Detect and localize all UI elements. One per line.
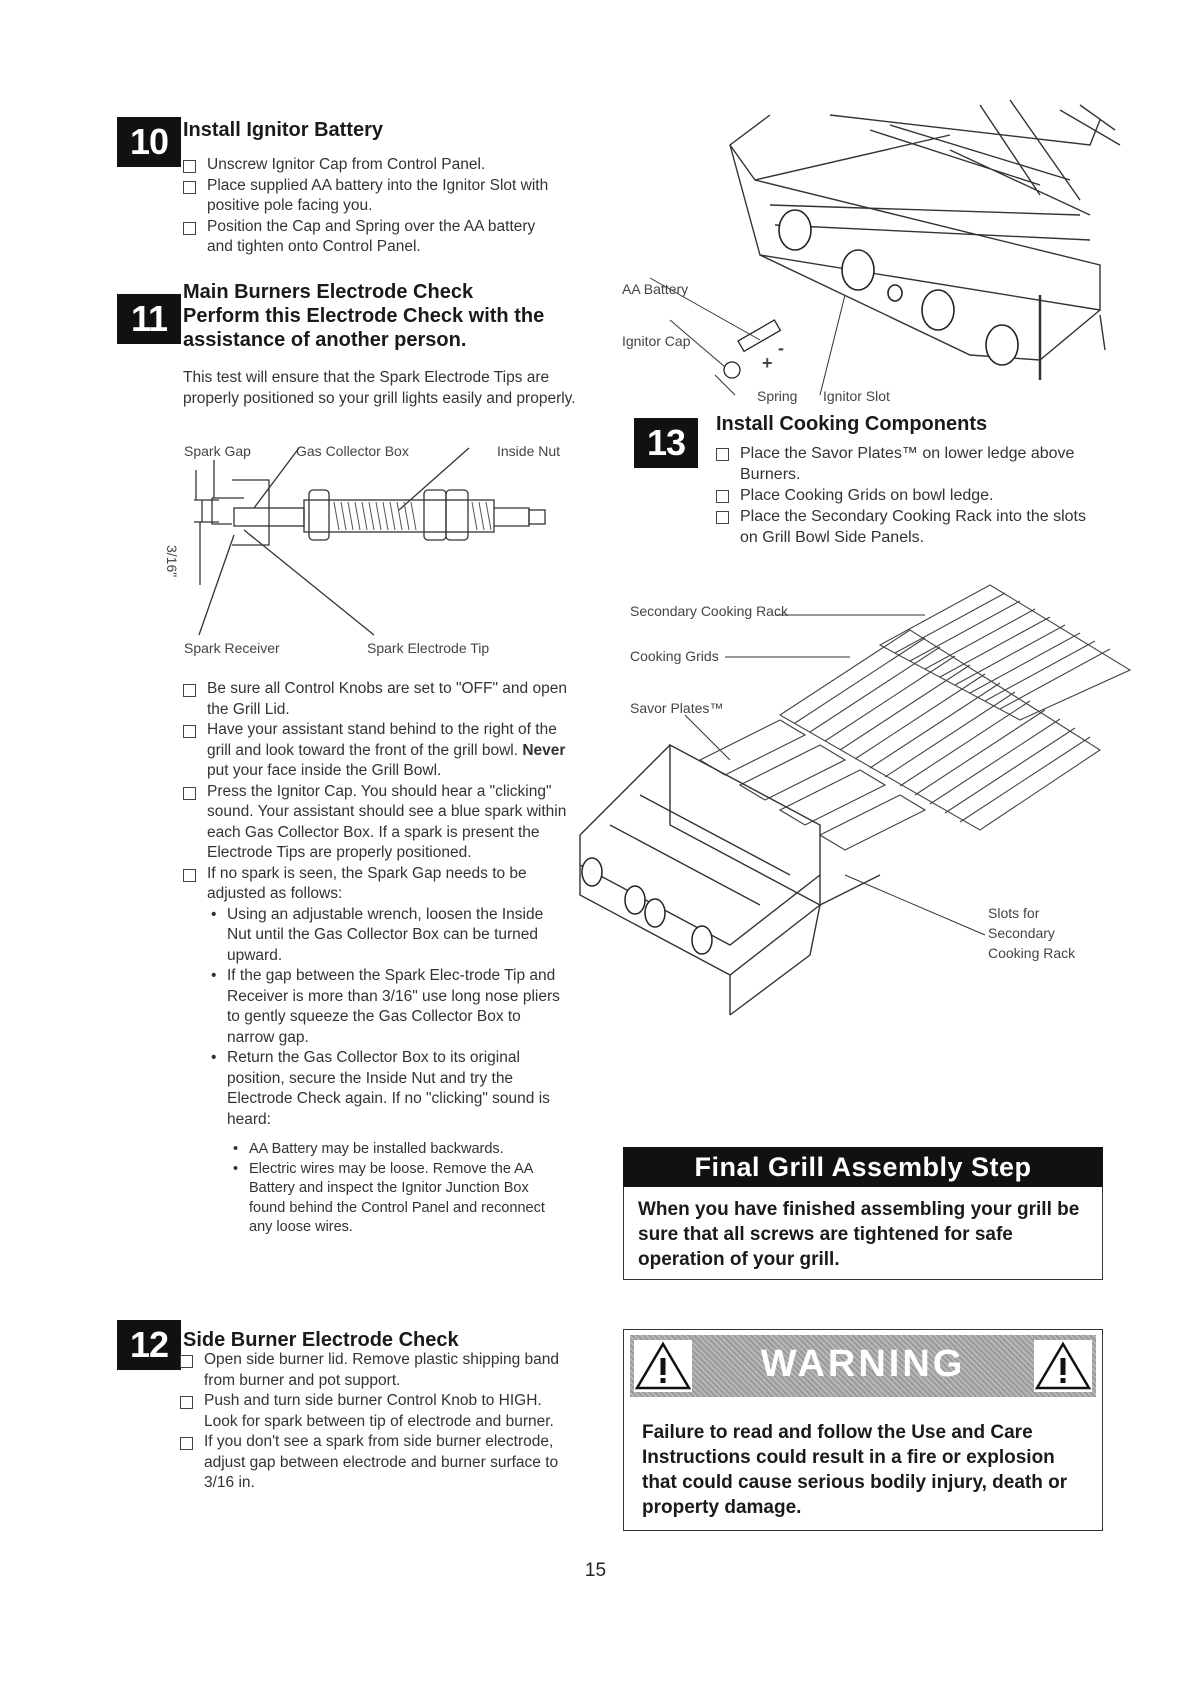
step-13-badge: 13 xyxy=(634,418,698,468)
label-savor-plates: Savor Plates™ xyxy=(630,700,724,716)
list-item xyxy=(183,217,553,258)
warning-triangle-icon xyxy=(1034,1340,1092,1392)
final-step-box xyxy=(623,1187,1103,1280)
bullet-item: • Using an adjustable wrench, loosen the Inside Nut until the Gas Collector Box can be turned upward. xyxy=(207,905,568,967)
list-item xyxy=(183,782,568,864)
bullet-item: • If the gap between the Spark Elec-trode Tip and Receiver is more than 3/16" use long nose pliers to gently squeeze the Gas Collector Box to narrow gap. xyxy=(207,966,568,1048)
list-item xyxy=(183,864,568,905)
warning-banner xyxy=(630,1335,1096,1397)
checkbox-icon xyxy=(183,222,196,235)
warning-box xyxy=(623,1329,1103,1531)
list-item xyxy=(716,485,1106,506)
label-slots-secondary: Secondary xyxy=(988,925,1055,941)
checkbox-icon xyxy=(180,1355,193,1368)
label-cooking-grids: Cooking Grids xyxy=(630,648,719,664)
item-text: put your face inside the Grill Bowl. xyxy=(207,762,442,779)
checkbox-icon xyxy=(716,448,729,461)
label-dimension: 3/16" xyxy=(164,545,180,578)
list-item xyxy=(183,720,568,782)
item-text: Unscrew Ignitor Cap from Control Panel. xyxy=(207,156,486,173)
page-number: 15 xyxy=(584,1560,607,1581)
item-text: Have your assistant stand behind to the right of the grill and look toward the front of the grill bowl. xyxy=(207,721,557,759)
final-step-text: When you have finished assembling your grill be sure that all screws are tightened for safe operation of your grill. xyxy=(638,1199,1080,1270)
step-11-title-line1: Main Burners Electrode Check xyxy=(183,281,474,303)
label-plus: + xyxy=(762,353,773,373)
list-item xyxy=(180,1350,575,1391)
item-text: Position the Cap and Spring over the AA battery and tighten onto Control Panel. xyxy=(207,217,536,255)
label-spark-electrode-tip: Spark Electrode Tip xyxy=(367,640,490,656)
checkbox-icon xyxy=(183,725,196,738)
step-11-intro: This test will ensure that the Spark Electrode Tips are properly positioned so your grill lights easily and properly. xyxy=(183,369,576,407)
step-13-title: Install Cooking Components xyxy=(716,413,988,435)
label-secondary-cooking-rack: Secondary Cooking Rack xyxy=(630,603,788,619)
checkbox-icon xyxy=(180,1437,193,1450)
step-10-list xyxy=(183,155,553,258)
step-10-title: Install Ignitor Battery xyxy=(183,119,384,141)
electrode-diagram xyxy=(184,460,564,640)
checkbox-icon xyxy=(183,181,196,194)
checkbox-icon xyxy=(180,1396,193,1409)
checkbox-icon xyxy=(183,160,196,173)
item-text: If no spark is seen, the Spark Gap needs to be adjusted as follows: xyxy=(207,864,527,902)
checkbox-icon xyxy=(183,684,196,697)
list-item xyxy=(183,679,568,720)
label-ignitor-slot: Ignitor Slot xyxy=(823,388,890,404)
ignitor-figure xyxy=(620,105,1120,395)
warning-title: WARNING xyxy=(760,1343,966,1385)
step-12-badge: 12 xyxy=(117,1320,181,1370)
checkbox-icon xyxy=(183,787,196,800)
list-item xyxy=(180,1432,575,1494)
checkbox-icon xyxy=(716,490,729,503)
item-text: Be sure all Control Knobs are set to "OFF" and open the Grill Lid. xyxy=(207,680,567,718)
list-item xyxy=(183,176,553,217)
step-12-list xyxy=(180,1350,575,1494)
list-item xyxy=(716,443,1106,485)
item-text: Place the Secondary Cooking Rack into the slots on Grill Bowl Side Panels. xyxy=(740,508,1086,546)
label-minus: - xyxy=(778,338,784,358)
label-gas-collector-box: Gas Collector Box xyxy=(296,443,409,459)
warning-text: Failure to read and follow the Use and Care Instructions could result in a fire or explosion that could cause serious bodily injury, death or property damage. xyxy=(642,1422,1068,1518)
label-spring: Spring xyxy=(757,388,798,404)
label-inside-nut: Inside Nut xyxy=(497,443,561,459)
sub-bullet-item: • AA Battery may be installed backwards. xyxy=(229,1140,568,1160)
item-text: Press the Ignitor Cap. You should hear a "clicking" sound. Your assistant should see a blue spark within each Gas Collector Box. If a spark is present the Electrode Tips are properly positioned. xyxy=(207,782,567,861)
label-slots-for: Slots for xyxy=(988,905,1040,921)
list-item xyxy=(180,1391,575,1432)
label-ignitor-cap: Ignitor Cap xyxy=(622,333,691,349)
step-11-list xyxy=(183,679,568,1238)
label-slots-cooking-rack: Cooking Rack xyxy=(988,945,1076,961)
final-step-heading: Final Grill Assembly Step xyxy=(623,1147,1103,1187)
bullet-item: • Return the Gas Collector Box to its original position, secure the Inside Nut and try the Electrode Check again. If no "clicking" sound is heard: xyxy=(207,1048,568,1130)
step-11-badge: 11 xyxy=(117,294,181,344)
checkbox-icon xyxy=(716,511,729,524)
step-11-title xyxy=(183,280,583,352)
step-10-badge: 10 xyxy=(117,117,181,167)
label-spark-gap: Spark Gap xyxy=(184,443,251,459)
step-13-list xyxy=(716,443,1106,548)
checkbox-icon xyxy=(183,869,196,882)
item-text: Place the Savor Plates™ on lower ledge above Burners. xyxy=(740,445,1075,483)
label-aa-battery: AA Battery xyxy=(622,281,689,297)
item-text: Place supplied AA battery into the Ignitor Slot with positive pole facing you. xyxy=(207,176,549,214)
item-text: Open side burner lid. Remove plastic shipping band from burner and pot support. xyxy=(204,1351,559,1389)
sub-bullet-item: • Electric wires may be loose. Remove the AA Battery and inspect the Ignitor Junction Box found behind the Control Panel and reconnect any loose wires. xyxy=(229,1160,568,1238)
item-text: Push and turn side burner Control Knob to HIGH. Look for spark between tip of electrode and burner. xyxy=(204,1392,554,1430)
cooking-components-figure xyxy=(580,575,1120,1045)
step-11-title-line2: Perform this Electrode Check with the assistance of another person. xyxy=(183,305,545,351)
item-text: Place Cooking Grids on bowl ledge. xyxy=(740,487,994,504)
label-spark-receiver: Spark Receiver xyxy=(184,640,280,656)
item-text: If you don't see a spark from side burner electrode, adjust gap between electrode and burner surface to 3/16 in. xyxy=(204,1433,559,1491)
list-item xyxy=(716,506,1106,548)
step-12-title: Side Burner Electrode Check xyxy=(183,1329,459,1351)
list-item xyxy=(183,155,553,176)
item-text-bold: Never xyxy=(522,741,566,759)
